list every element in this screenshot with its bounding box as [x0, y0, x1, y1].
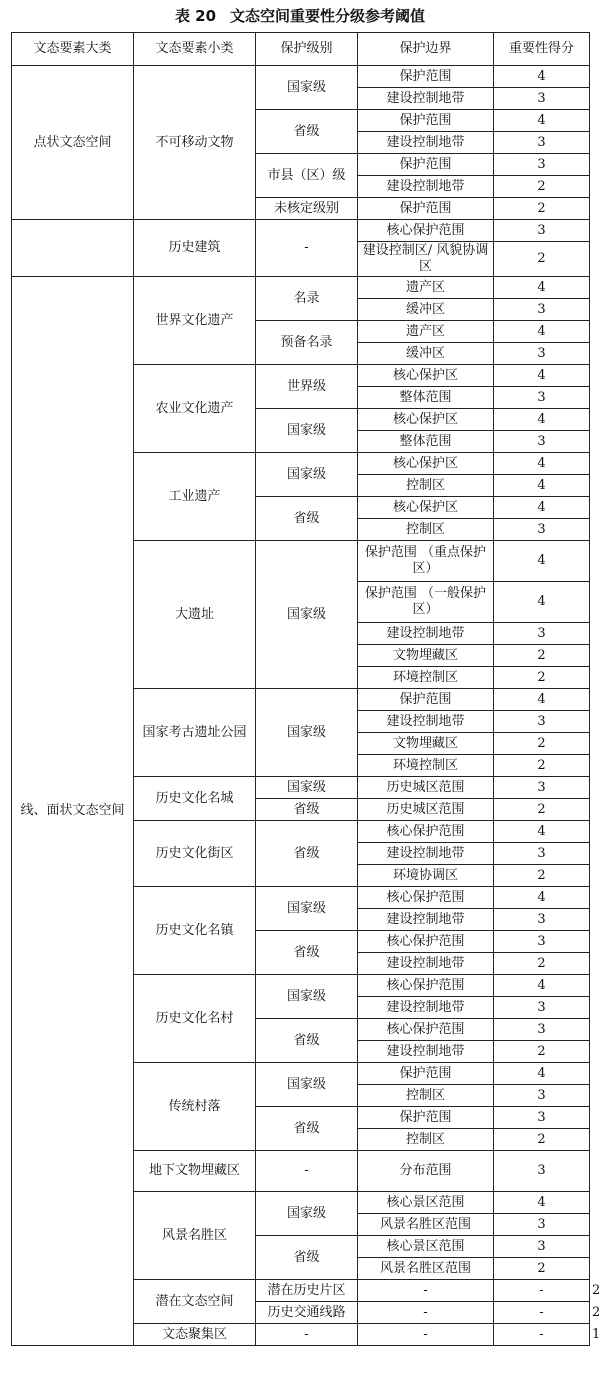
table-cell: 环境控制区	[358, 667, 494, 689]
table-cell: 潜在历史片区	[256, 1280, 358, 1302]
table-cell: 3	[494, 1236, 590, 1258]
table-cell: 国家级	[256, 887, 358, 931]
table-row	[12, 66, 590, 88]
table-cell: 遗产区	[358, 321, 494, 343]
table-cell: 2	[494, 1041, 590, 1063]
table-cell: 潜在文态空间	[134, 1280, 256, 1324]
table-cell: 工业遗产	[134, 453, 256, 541]
header-subcategory: 文态要素小类	[134, 33, 256, 66]
table-cell: 4	[494, 321, 590, 343]
table-cell: 世界文化遗产	[134, 277, 256, 365]
table-cell: 国家级	[256, 66, 358, 110]
table-cell: 名录	[256, 277, 358, 321]
table-title	[0, 6, 600, 26]
table-cell: 历史文化名村	[134, 975, 256, 1063]
table-cell: 整体范围	[358, 431, 494, 453]
table-cell: 保护范围 （重点保护区）	[358, 541, 494, 582]
table-cell: 核心保护区	[358, 453, 494, 475]
table-cell: 省级	[256, 931, 358, 975]
table-cell: 建设控制地带	[358, 711, 494, 733]
table-cell: 3	[494, 843, 590, 865]
table-cell: 环境控制区	[358, 755, 494, 777]
header-importance-score: 重要性得分	[494, 33, 590, 66]
table-cell: 2	[494, 755, 590, 777]
table-cell: 建设控制地带	[358, 997, 494, 1019]
table-cell: 4	[494, 821, 590, 843]
table-cell: -	[494, 1280, 590, 1302]
table-cell: 3	[494, 777, 590, 799]
header-protection-boundary: 保护边界	[358, 33, 494, 66]
table-cell: 国家级	[256, 541, 358, 689]
table-cell: 3	[494, 431, 590, 453]
table-row	[12, 277, 590, 299]
table-cell: 地下文物埋藏区	[134, 1151, 256, 1192]
table-cell: -	[358, 1302, 494, 1324]
table-cell: -	[256, 1324, 358, 1346]
header-row	[12, 33, 590, 66]
table-cell: 线、面状文态空间	[12, 277, 134, 1346]
table-cell: 核心保护范围	[358, 821, 494, 843]
table-cell: 国家级	[256, 689, 358, 777]
table-cell: 2	[494, 242, 590, 277]
table-cell: 保护范围	[358, 1107, 494, 1129]
table-cell: 历史文化名镇	[134, 887, 256, 975]
table-cell: 建设控制地带	[358, 623, 494, 645]
table-cell: -	[494, 1324, 590, 1346]
table-cell: 2	[494, 198, 590, 220]
table-cell: 3	[494, 1214, 590, 1236]
table-cell: 4	[494, 497, 590, 519]
table-cell: 4	[494, 582, 590, 623]
table-cell: 保护范围	[358, 198, 494, 220]
table-cell: 2	[494, 645, 590, 667]
table-cell: 4	[494, 66, 590, 88]
table-cell: 未核定级别	[256, 198, 358, 220]
table-cell: 2	[494, 865, 590, 887]
table-cell: 核心保护区	[358, 409, 494, 431]
table-cell: 3	[494, 299, 590, 321]
table-cell: 2	[494, 799, 590, 821]
table-cell: 核心保护范围	[358, 975, 494, 997]
table-cell: 2	[494, 176, 590, 198]
table-cell: 4	[494, 365, 590, 387]
table-cell: 2	[494, 667, 590, 689]
table-cell: 省级	[256, 1236, 358, 1280]
table-cell: 国家级	[256, 1192, 358, 1236]
table-cell: 整体范围	[358, 387, 494, 409]
table-cell: 省级	[256, 110, 358, 154]
importance-threshold-table	[11, 32, 600, 1346]
table-cell: 3	[494, 88, 590, 110]
table-cell: 控制区	[358, 1129, 494, 1151]
table-cell: 3	[494, 1019, 590, 1041]
table-cell: 省级	[256, 799, 358, 821]
table-cell: 省级	[256, 1107, 358, 1151]
table-cell: 2	[494, 1129, 590, 1151]
table-cell: 核心保护区	[358, 365, 494, 387]
table-cell: 世界级	[256, 365, 358, 409]
table-cell: 保护范围 （一般保护区）	[358, 582, 494, 623]
table-cell: 3	[494, 1151, 590, 1192]
header-category: 文态要素大类	[12, 33, 134, 66]
table-cell	[12, 220, 134, 277]
table-cell: 市县（区）级	[256, 154, 358, 198]
table-cell: 农业文化遗产	[134, 365, 256, 453]
table-cell: 4	[494, 475, 590, 497]
table-row: 潜在文态空间 潜在历史片区 - - 2	[12, 1280, 590, 1302]
table-cell: 省级	[256, 497, 358, 541]
table-cell: 4	[494, 277, 590, 299]
table-cell: 保护范围	[358, 154, 494, 176]
table-cell: -	[256, 220, 358, 277]
table-cell: 4	[494, 453, 590, 475]
table-cell: 国家考古遗址公园	[134, 689, 256, 777]
table-cell: 预备名录	[256, 321, 358, 365]
table-cell: 控制区	[358, 519, 494, 541]
table-cell: 遗产区	[358, 277, 494, 299]
table-cell: 国家级	[256, 777, 358, 799]
table-cell: 建设控制地带	[358, 132, 494, 154]
table-cell: 核心保护范围	[358, 1019, 494, 1041]
table-cell: 历史城区范围	[358, 777, 494, 799]
table-cell: 缓冲区	[358, 343, 494, 365]
table-number: 表 20	[174, 7, 217, 25]
table-cell: 国家级	[256, 409, 358, 453]
table-cell: 不可移动文物	[134, 66, 256, 220]
table-cell: 建设控制地带	[358, 88, 494, 110]
table-cell: 省级	[256, 1019, 358, 1063]
table-cell: 分布范围	[358, 1151, 494, 1192]
table-cell: 2	[494, 1258, 590, 1280]
table-row: 文态聚集区 - - - 1	[12, 1324, 590, 1346]
header-protection-level: 保护级别	[256, 33, 358, 66]
table-cell: 保护范围	[358, 689, 494, 711]
table-cell: 国家级	[256, 453, 358, 497]
table-cell: 控制区	[358, 475, 494, 497]
table-cell: 保护范围	[358, 66, 494, 88]
table-cell: -	[256, 1151, 358, 1192]
table-cell: 控制区	[358, 1085, 494, 1107]
table-cell: 2	[494, 733, 590, 755]
table-cell: 历史文化名城	[134, 777, 256, 821]
table-cell: 3	[494, 909, 590, 931]
table-cell: 4	[494, 409, 590, 431]
table-cell: 历史城区范围	[358, 799, 494, 821]
table-cell: 3	[494, 931, 590, 953]
table-row	[12, 220, 590, 242]
table-cell: 3	[494, 623, 590, 645]
table-cell: 保护范围	[358, 1063, 494, 1085]
table-cell: -	[358, 1324, 494, 1346]
table-cell: 4	[494, 110, 590, 132]
table-cell: 点状文态空间	[12, 66, 134, 220]
table-cell: 核心保护范围	[358, 220, 494, 242]
table-cell: 4	[494, 975, 590, 997]
table-cell: 核心保护范围	[358, 931, 494, 953]
table-cell: 2	[494, 953, 590, 975]
table-cell: 建设控制地带	[358, 953, 494, 975]
table-cell: 3	[494, 711, 590, 733]
table-caption: 文态空间重要性分级参考阈值	[230, 7, 426, 25]
table-cell: 文物埋藏区	[358, 733, 494, 755]
table-cell: 文态聚集区	[134, 1324, 256, 1346]
table-cell: -	[494, 1302, 590, 1324]
table-cell: 4	[494, 1192, 590, 1214]
table-cell: 传统村落	[134, 1063, 256, 1151]
table-cell: 保护范围	[358, 110, 494, 132]
table-cell: 风景名胜区范围	[358, 1214, 494, 1236]
table-cell: 3	[494, 343, 590, 365]
table-row: 历史交通线路 - - 2	[12, 1302, 590, 1324]
table-cell: 3	[494, 519, 590, 541]
table-body	[12, 66, 600, 1346]
table-cell: 大遗址	[134, 541, 256, 689]
table-cell: 3	[494, 154, 590, 176]
table-cell: 4	[494, 1063, 590, 1085]
table-cell: 风景名胜区范围	[358, 1258, 494, 1280]
table-cell: 历史交通线路	[256, 1302, 358, 1324]
table-cell: 3	[494, 220, 590, 242]
table-cell: 核心景区范围	[358, 1236, 494, 1258]
table-cell: 建设控制地带	[358, 176, 494, 198]
table-cell: 国家级	[256, 1063, 358, 1107]
table-cell: 环境协调区	[358, 865, 494, 887]
table-cell: 4	[494, 887, 590, 909]
table-cell: 国家级	[256, 975, 358, 1019]
table-cell: 建设控制地带	[358, 1041, 494, 1063]
table-cell: 核心景区范围	[358, 1192, 494, 1214]
table-cell: 3	[494, 1085, 590, 1107]
table-cell: 缓冲区	[358, 299, 494, 321]
table-cell: 3	[494, 387, 590, 409]
table-cell: 建设控制地带	[358, 909, 494, 931]
table-cell: 历史建筑	[134, 220, 256, 277]
table-cell: 历史文化街区	[134, 821, 256, 887]
table-cell: 风景名胜区	[134, 1192, 256, 1280]
table-cell: 核心保护范围	[358, 887, 494, 909]
table-cell: 省级	[256, 821, 358, 887]
table-cell: 4	[494, 689, 590, 711]
table-cell: 文物埋藏区	[358, 645, 494, 667]
table-cell: 4	[494, 541, 590, 582]
table-cell: -	[358, 1280, 494, 1302]
table-cell: 3	[494, 997, 590, 1019]
table-cell: 3	[494, 1107, 590, 1129]
table-cell: 建设控制地带	[358, 843, 494, 865]
table-cell: 3	[494, 132, 590, 154]
table-cell: 核心保护区	[358, 497, 494, 519]
table-cell: 建设控制区/ 风貌协调区	[358, 242, 494, 277]
